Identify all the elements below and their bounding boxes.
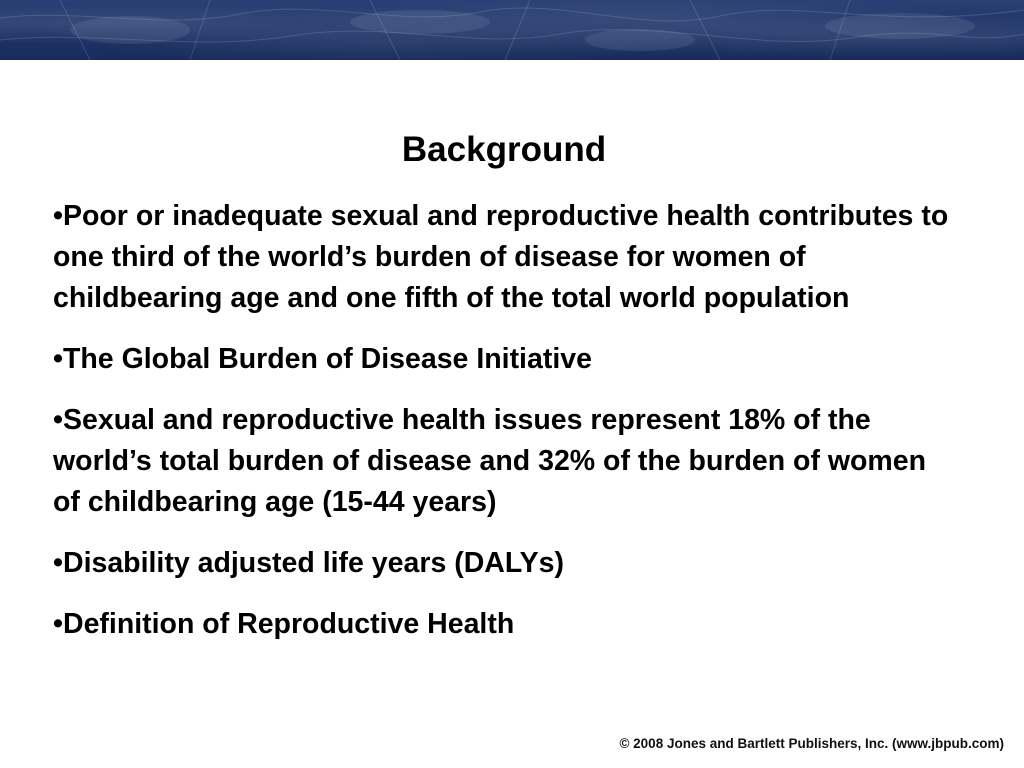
bullet-text: Disability adjusted life years (DALYs) — [62, 547, 565, 579]
bullet-text: Sexual and reproductive health issues represent 18% of the world’s total burden of disease and 32% of the burden of women of childbearing age (15-44 years) — [53, 404, 927, 518]
bullet-item-dalys — [53, 543, 953, 584]
bullet-item-burden — [53, 196, 953, 319]
bullet-item-definition — [53, 604, 953, 645]
slide-title: Background — [401, 130, 607, 169]
bullet-text: Definition of Reproductive Health — [62, 608, 515, 640]
banner-map-texture — [0, 0, 1024, 60]
bullet-list — [53, 196, 953, 665]
bullet-glyph: • — [53, 404, 63, 436]
bullet-glyph: • — [53, 200, 63, 232]
top-banner — [0, 0, 1024, 60]
bullet-item-gbd-initiative — [53, 339, 953, 380]
bullet-glyph: • — [53, 547, 63, 579]
bullet-text: The Global Burden of Disease Initiative — [62, 343, 592, 375]
bullet-text: Poor or inadequate sexual and reproductive health contributes to one third of the world’s burden of disease for women of childbearing age and one fifth of the total world population — [53, 200, 949, 314]
bullet-glyph: • — [53, 343, 63, 375]
bullet-glyph: • — [53, 608, 63, 640]
bullet-item-srh-issues — [53, 400, 953, 523]
footer-copyright: © 2008 Jones and Bartlett Publishers, Inc. (www.jbpub.com) — [619, 736, 1004, 751]
